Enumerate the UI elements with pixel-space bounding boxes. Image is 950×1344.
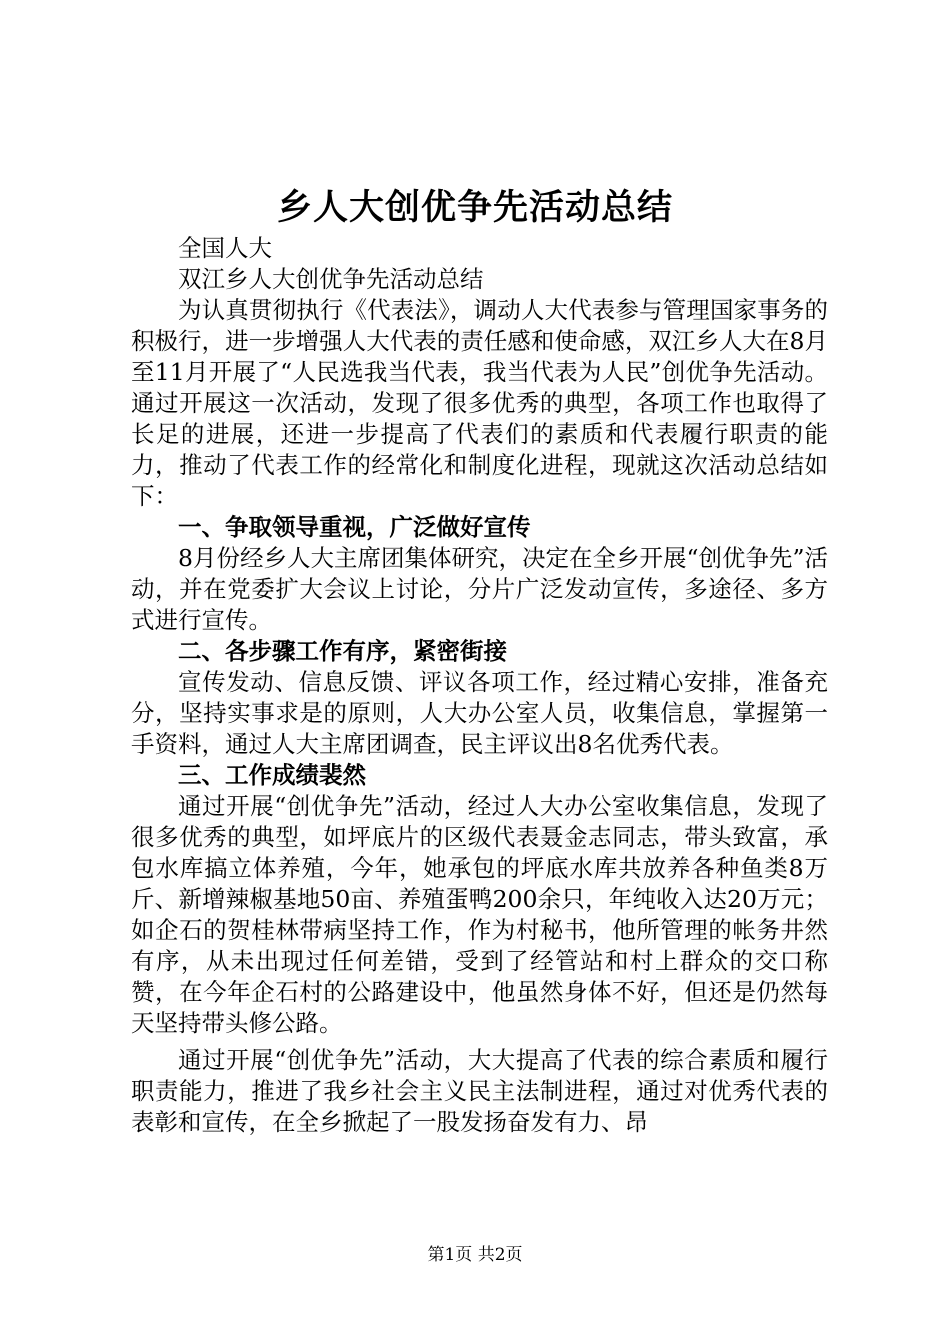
page-number-footer: 第1页 共2页 (427, 1245, 523, 1265)
paragraph-section-1: 8月份经乡人大主席团集体研究，决定在全乡开展“创优争先”活动，并在党委扩大会议上讨论，分片广泛发动宣传，多途径、多方式进行宣传。 (131, 544, 828, 634)
document-title: 乡人大创优争先活动总结 (276, 187, 673, 228)
paragraph-intro: 为认真贯彻执行《代表法》，调动人大代表参与管理国家事务的积极行，进一步增强人大代表的责任感和使命感，双江乡人大在8月至11月开展了“人民选我当代表，我当代表为人民”创优争先活动。通过开展这一次活动，发现了很多优秀的典型，各项工作也取得了长足的进展，还进一步提高了代表们的素质和代表履行职责的能力，推动了代表工作的经常化和制度化进程，现就这次活动总结如下： (131, 296, 828, 510)
paragraph-section-3: 通过开展“创优争先”活动，经过人大办公室收集信息，发现了很多优秀的典型，如坪底片的区级代表聂金志同志，带头致富，承包水库搞立体养殖，今年，她承包的坪底水库共放养各种鱼类8万斤、新增辣椒基地50亩、养殖蛋鸭200余只，年纯收入达20万元；如企石的贺桂林带病坚持工作，作为村秘书，他所管理的帐务井然有序，从未出现过任何差错，受到了经管站和村上群众的交口称赞，在今年企石村的公路建设中，他虽然身体不好，但还是仍然每天坚持带头修公路。 (131, 792, 828, 1037)
section-heading-1: 一、争取领导重视，广泛做好宣传 (178, 513, 531, 541)
paragraph-source: 全国人大 (178, 234, 272, 262)
paragraph-subtitle: 双江乡人大创优争先活动总结 (178, 265, 484, 293)
section-heading-2: 二、各步骤工作有序，紧密街接 (178, 637, 507, 665)
document-body (131, 233, 828, 1138)
section-heading-3: 三、工作成绩裴然 (178, 761, 366, 789)
paragraph-section-2: 宣传发动、信息反馈、评议各项工作，经过精心安排，准备充分，坚持实事求是的原则，人大办公室人员，收集信息，掌握第一手资料，通过人大主席团调查，民主评议出8名优秀代表。 (131, 668, 828, 758)
paragraph-conclusion: 通过开展“创优争先”活动，大大提高了代表的综合素质和履行职责能力，推进了我乡社会主义民主法制进程，通过对优秀代表的表彰和宣传，在全乡掀起了一股发扬奋发有力、昂 (131, 1046, 828, 1136)
